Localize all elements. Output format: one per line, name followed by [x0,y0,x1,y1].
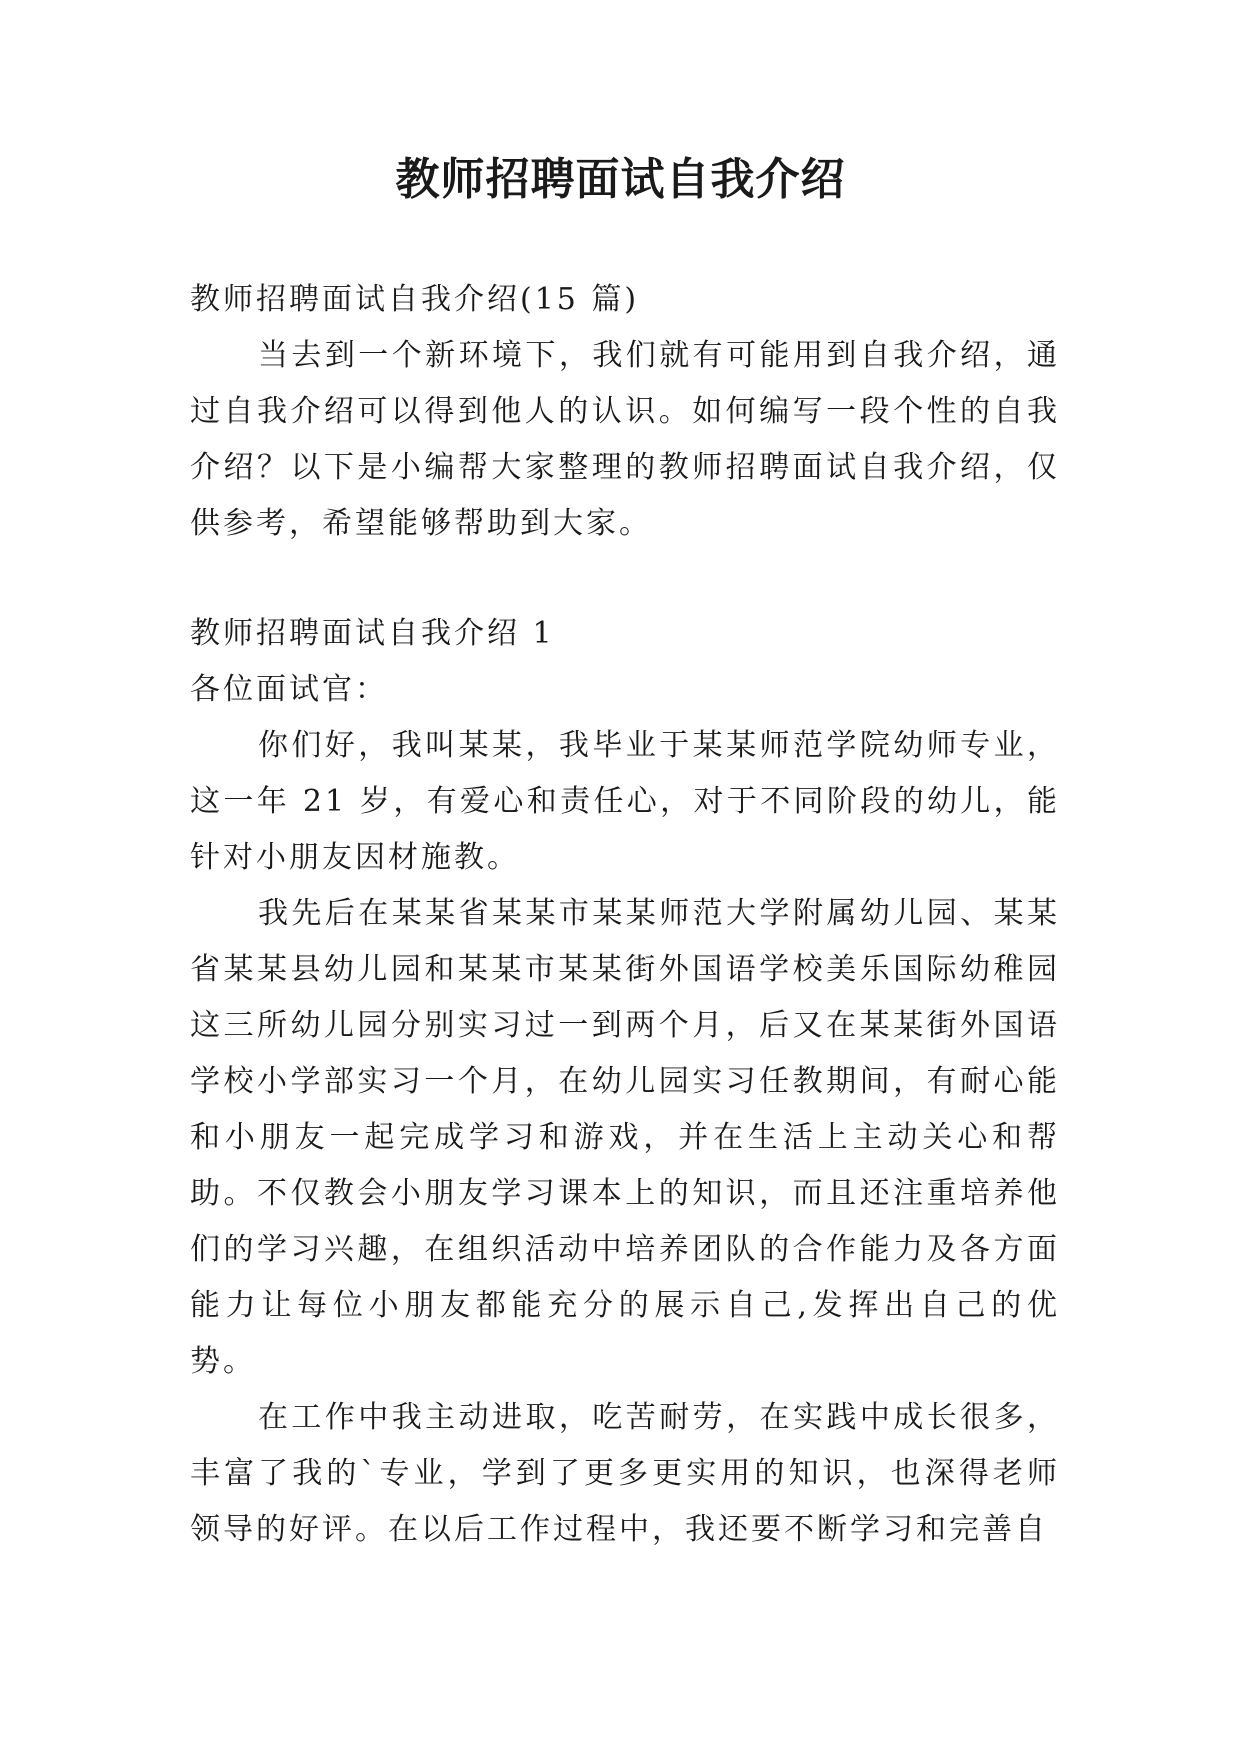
intro-paragraph: 当去到一个新环境下，我们就有可能用到自我介绍，通过自我介绍可以得到他人的认识。如何编写一段个性的自我介绍？以下是小编帮大家整理的教师招聘面试自我介绍，仅供参考，希望能够帮助到大家。 [190,338,1060,541]
body-paragraph: 我先后在某某省某某市某某师范大学附属幼儿园、某某省某某县幼儿园和某某市某某街外国语学校美乐国际幼稚园这三所幼儿园分别实习过一到两个月，后又在某某街外国语学校小学部实习一个月，在幼儿园实习任教期间，有耐心能和小朋友一起完成学习和游戏，并在生活上主动关心和帮助。不仅教会小朋友学习课本上的知识，而且还注重培养他们的学习兴趣，在组织活动中培养团队的合作能力及各方面能力让每位小朋友都能充分的展示自己,发挥出自己的优势。 [190,896,1060,1379]
document-title: 教师招聘面试自我介绍 [395,154,846,205]
document-body [190,272,1060,1558]
salutation: 各位面试官： [190,672,388,707]
document-subtitle: 教师招聘面试自我介绍(15 篇) [190,282,640,317]
section-heading: 教师招聘面试自我介绍 1 [190,616,555,651]
section-spacer [190,552,1060,606]
body-paragraph: 在工作中我主动进取，吃苦耐劳，在实践中成长很多，丰富了我的`专业，学到了更多更实用的知识，也深得老师领导的好评。在以后工作过程中，我还要不断学习和完善自 [190,1400,1060,1547]
body-paragraph: 你们好，我叫某某，我毕业于某某师范学院幼师专业，这一年 21 岁，有爱心和责任心，对于不同阶段的幼儿，能针对小朋友因材施教。 [190,728,1060,875]
